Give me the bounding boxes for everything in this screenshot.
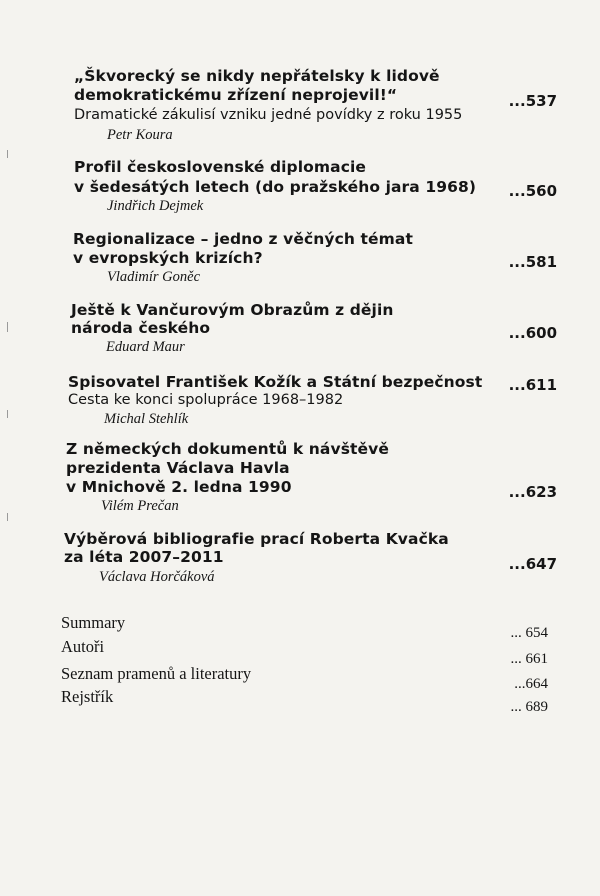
entry-author: Vladimír Goněc <box>107 269 201 285</box>
entry-title: v Mnichově 2. ledna 1990 <box>66 478 292 496</box>
entry-page-number: ...560 <box>508 182 557 200</box>
entry-title: Výběrová bibliografie prací Roberta Kvačka <box>64 530 449 548</box>
entry-subtitle: Cesta ke konci spolupráce 1968–1982 <box>68 392 344 408</box>
entry-author: Petr Koura <box>107 127 173 143</box>
entry-author: Jindřich Dejmek <box>107 198 204 214</box>
entry-title: v šedesátých letech (do pražského jara 1968) <box>74 178 477 196</box>
back-matter-page-number: ... 654 <box>510 625 548 641</box>
entry-page-number: ...611 <box>508 376 557 394</box>
back-matter-sources[interactable]: Seznam pramenů a literatury <box>61 664 252 683</box>
entry-author: Michal Stehlík <box>104 411 189 427</box>
entry-page-number: ...647 <box>508 555 557 573</box>
entry-title: Profil československé diplomacie <box>74 158 367 176</box>
entry-author: Václava Horčáková <box>99 569 215 585</box>
margin-mark <box>7 513 8 521</box>
entry-title: demokratickému zřízení neprojevil!“ <box>74 86 398 104</box>
margin-mark <box>7 150 8 158</box>
entry-title: Ještě k Vančurovým Obrazům z dějin <box>71 301 394 319</box>
entry-title: za léta 2007–2011 <box>64 548 224 566</box>
entry-title: Regionalizace – jedno z věčných témat <box>73 230 413 248</box>
entry-title: Z německých dokumentů k návštěvě <box>66 440 389 458</box>
back-matter-page-number: ...664 <box>514 676 548 692</box>
back-matter-authors[interactable]: Autoři <box>61 637 105 656</box>
entry-author: Eduard Maur <box>106 339 185 355</box>
entry-page-number: ...537 <box>508 92 557 110</box>
entry-subtitle: Dramatické zákulisí vzniku jedné povídky z roku 1955 <box>74 107 463 123</box>
margin-mark <box>7 410 8 418</box>
entry-title: „Škvorecký se nikdy nepřátelsky k lidově <box>74 67 440 85</box>
back-matter-index[interactable]: Rejstřík <box>61 687 114 706</box>
back-matter-page-number: ... 661 <box>510 651 548 667</box>
entry-title: národa českého <box>71 319 211 337</box>
entry-title: prezidenta Václava Havla <box>66 459 290 477</box>
entry-title: v evropských krizích? <box>73 249 263 267</box>
margin-mark <box>7 322 8 332</box>
entry-page-number: ...581 <box>508 253 557 271</box>
back-matter-page-number: ... 689 <box>510 699 548 715</box>
entry-title: Spisovatel František Kožík a Státní bezpečnost <box>68 373 483 391</box>
entry-page-number: ...623 <box>508 483 557 501</box>
back-matter-summary[interactable]: Summary <box>61 613 126 632</box>
entry-page-number: ...600 <box>508 324 557 342</box>
entry-author: Vilém Prečan <box>101 498 179 514</box>
